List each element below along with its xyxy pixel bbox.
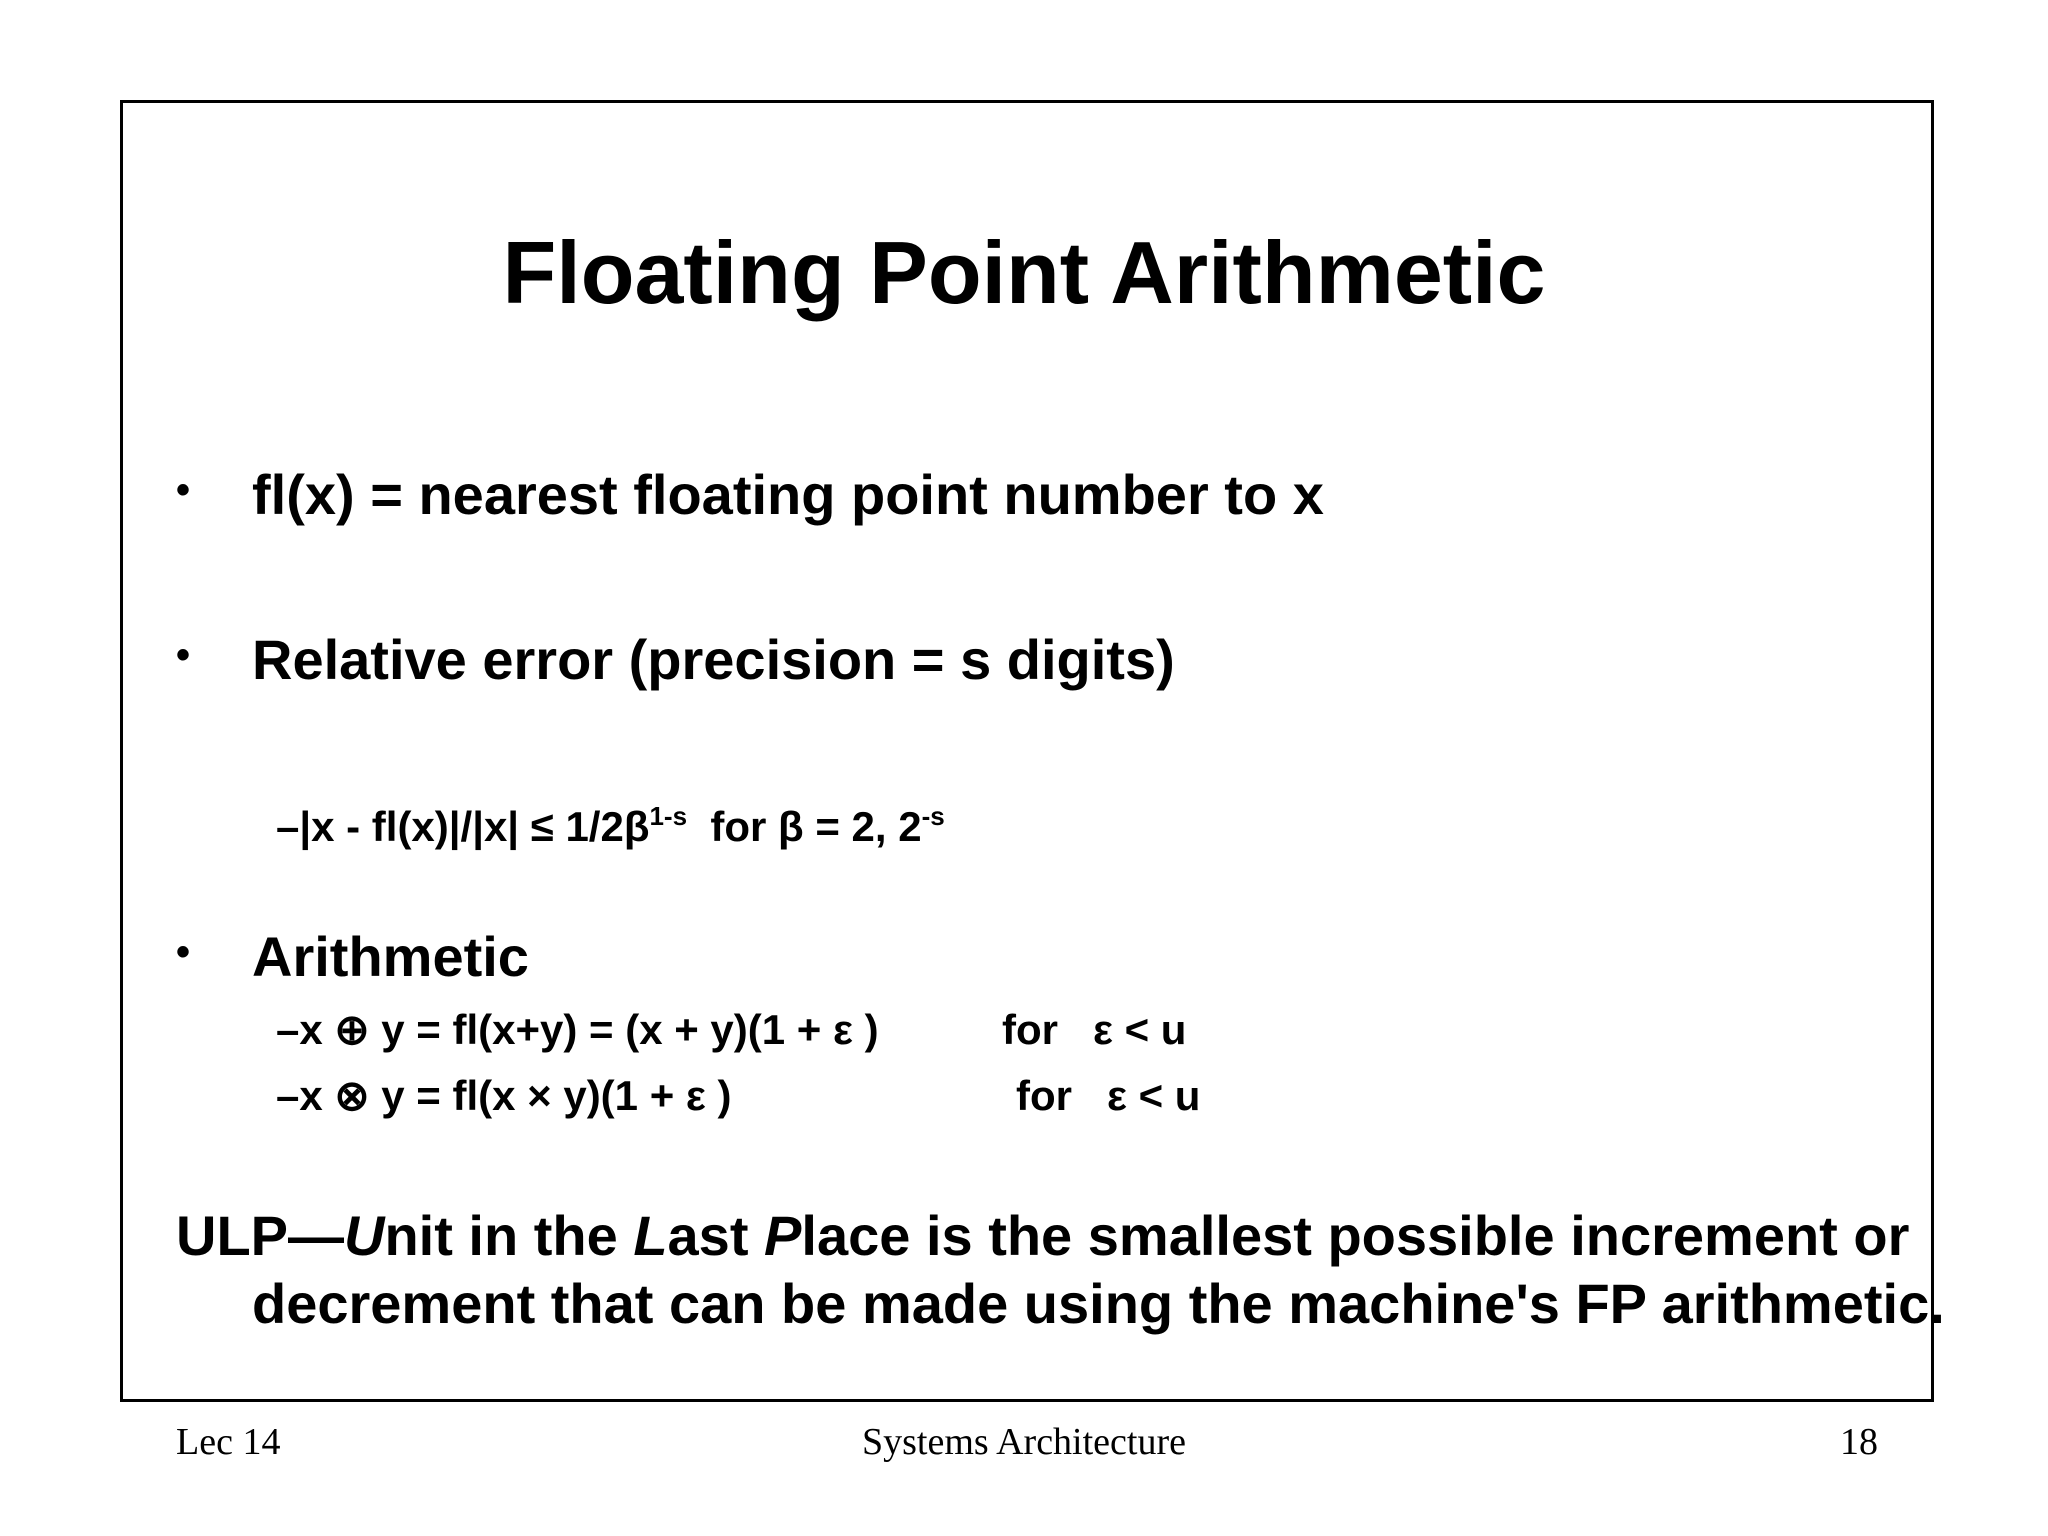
bullet-nearest-fp: fl(x) = nearest floating point number to x — [252, 463, 1324, 526]
relative-error-sup-2: -s — [921, 801, 945, 831]
footer-page-number: 18 — [1840, 1421, 1878, 1463]
relative-error-text-1: –|x - fl(x)|/|x| ≤ 1/2β — [276, 803, 650, 850]
footer-lecture: Lec 14 — [176, 1421, 281, 1463]
ulp-definition — [176, 1202, 1972, 1338]
bullet-marker: • — [176, 468, 191, 512]
bullet-relative-error: Relative error (precision = s digits) — [252, 628, 1175, 691]
relative-error-sup-1: 1-s — [649, 801, 688, 831]
add-condition: for ε < u — [1002, 1006, 1187, 1053]
bullet-marker: • — [176, 930, 191, 974]
ulp-part-2: nit in the — [384, 1204, 634, 1267]
mul-formula: –x ⊗ y = fl(x × y)(1 + ε ) — [276, 1072, 732, 1119]
ulp-part-4: lace is the smallest possible increment or decrement that can be made using the machine's FP arithmetic. — [252, 1204, 1945, 1335]
ulp-l: L — [633, 1204, 668, 1267]
ulp-part-1: ULP— — [176, 1204, 344, 1267]
footer-course: Systems Architecture — [862, 1421, 1186, 1463]
ulp-p: P — [764, 1204, 802, 1267]
ulp-u: U — [344, 1204, 385, 1267]
ulp-part-3: ast — [667, 1204, 765, 1267]
mul-condition: for ε < u — [1016, 1072, 1201, 1119]
bullet-arithmetic: Arithmetic — [252, 925, 529, 988]
relative-error-text-2: for β = 2, 2 — [687, 803, 922, 850]
add-formula: –x ⊕ y = fl(x+y) = (x + y)(1 + ε ) — [276, 1006, 879, 1053]
bullet-marker: • — [176, 633, 191, 677]
relative-error-formula — [276, 788, 945, 855]
slide-title: Floating Point Arithmetic — [502, 223, 1546, 322]
